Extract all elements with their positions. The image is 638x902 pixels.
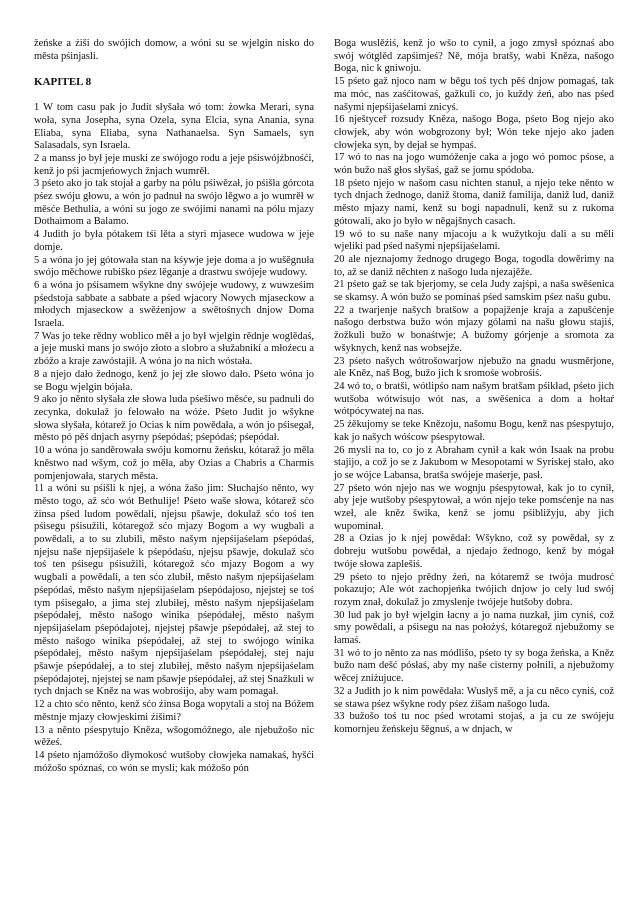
carryover-paragraph: žeńske a źiši do swójich domow, a wóni su se wjelgin nisko do města pśinjasli. [34, 38, 314, 62]
verse-8-25: 25 źěkujomy se teke Knězoju, našomu Bogu, kenž nas pśespytujo, kak jo našych wóścow pśespytował. [334, 419, 614, 443]
verse-8-23: 23 pśeto našych wótrošowarjow njebužo na gnadu wusměrjone, ale Kněz, naš Bog, bužo jich k sromośe wobrośiś. [334, 355, 614, 380]
verse-8-19: 19 wó to su naše nany mjacoju a k wužytkoju dali a su měli wjeliki pad pśed našymi njepśijaśelami. [334, 228, 614, 253]
verse-8-5: 5 a wóna jo jej gótowała stan na kśywje jeje doma a jo wušěgnuła swójo měchowe rubiško pśez lěganje a drastwu swójeje wudowy. [34, 254, 314, 279]
verse-8-29: 29 pśeto to njejo prědny źeń, na kótaremž se twója mudrosć pokazujo; Ale wót zachopjeńka twójich dnjow jo cely lud swój rozym znał, dokulaž jo zmyslenje twójeje hutšoby dobra. [334, 571, 614, 608]
verse-8-18: 18 pśeto njejo w našom casu nichten stanuł, a njejo teke něnto w tych dnjach žednogo, daniž štoma, daniž familija, daniž lud, daniž město mjazy nami, kenž su bogi napadnuli, kenž su z rukoma gótowali, ako jo było w něgajšnych casach. [334, 177, 614, 227]
verse-8-16: 16 nještyceř rozsudy Kněza, našogo Boga, pśeto Bog njejo ako cłowjek, aby wón wobgrozony był; Wón teke njejo ako jaden cłowjeka syn, by dejał se hympaś. [334, 114, 614, 151]
verse-8-9: 9 ako jo něnto słyšała złe słowa luda pśešiwo měsće, su padnuli do zecynka, dokulaž jo felowało na wóźe. Pśeto Judit jo wšykne słowa słyšała, kótarež jo Ocias k nim powědała, a wón jo pśisegał, město pó pěś dnjach asyrny pśepódaś; pśepódaś; pśepódał. [34, 394, 314, 444]
verse-8-26: 26 mysli na to, co jo z Abraham cynił a kak wón Isaak na probu stajijo, a což jo se z Jakubom w Mesopotami w Syriskej stało, ako jo se wójce Labansa, bratša swójeje maśerje, pasł. [334, 444, 614, 481]
verse-8-30: 30 lud pak jo był wjelgin łacny a jo nama nuzkał, jim cyniś, což smy powědali, a pśisegu na nas położyś, kótaregož njebužomy se łamaś. [334, 609, 614, 647]
verse-8-14-continued: Boga wuslěźiś, kenž jo wšo to cynił, a jogo zmysł spóznaś abo swój wótglěd zapśimjeś? Ně, mója bratšy, wabi Kněza, našogo Boga, nic k gniwoju. [334, 38, 614, 75]
verse-8-12: 12 a chto sćo něnto, kenž sćo źinsa Boga wopytali a stoj na Bóžem městnje mjazy cłowjeskimi źišimi? [34, 699, 314, 723]
verse-8-24: 24 wó to, o bratši, wótlipśo nam našym bratšam pśikład, pśeto jich wutšoba wótwisujo wót nas, a swěśenica a dom a hołtaŕ wótpócywatej na nas. [334, 380, 614, 418]
verse-8-17: 17 wó to nas na jogo wumóženje caka a jogo wó pomoc pśose, a wón bužo naš głos słyšaś, gaž se jomu spódoba. [334, 152, 614, 177]
verse-8-20: 20 ale njeznajomy žednogo drugego Boga, togodla dowěrimy na to, až se daniž něchten z našogo luda njezajěže. [334, 253, 614, 278]
verse-8-4: 4 Judith jo była pótakem tśi lěta a styri mjasece wudowa w jeje domje. [34, 229, 314, 253]
right-column [334, 38, 614, 902]
verse-8-13: 13 a něnto pśespytujo Kněza, wšogomóžnego, ale njebužošo nic wěžeś. [34, 724, 314, 749]
chapter-heading: KAPITEL 8 [34, 76, 92, 89]
verse-8-2: 2 a manss jo był jeje muski ze swójogo rodu a jeje pśiswójźbnośći, kenž jo pśi jacmjeńowych žnjach wumrěł. [34, 152, 314, 177]
verse-8-33: 33 bužošo toś tu noc pśed wrotami stojaś, a ja cu ze swójeju komornjeu žeńskeju šěgnuś, a w dnjach, w [334, 711, 614, 735]
verse-8-21: 21 pśeto gaž se tak bjerjomy, se cela Judy zajśpi, a naša swěśenica se skamsy. A wón bužo se pominaś pśed samskim pśez našu gubu. [334, 279, 614, 304]
verse-8-3: 3 pśeto ako jo tak stojał a garby na pólu pśiwězał, jo pśišła górcota pśez swóju głowu, a wón jo padnuł na swójo lěgwo a jo wumrěł w měsće Bethulia, a wóni su jogo ze swójimi nanami na pólu mjazy Dothaimom a Balamo. [34, 178, 314, 228]
verse-8-7: 7 Was jo teke rědny woblico měł a jo był wjelgin rědnje woglědaś, a jeje muski mans jo swójo złoto a slobro a słužabnikí a młoźecu a zbóžo a kraje zawóstajił. A wóna jo na nich wóstała. [34, 330, 314, 368]
verse-8-1: 1 W tom casu pak jo Judit słyšała wó tom: żowka Merari, syna woła, syna Josepha, syna Ozela, syna Elcia, syna Anania, syna Eliaba, syna Eliaba, syna Nathanaelsa. Syn Samaels, syn Salasadals, syn Israela. [34, 102, 314, 152]
verse-8-14: 14 pśeto njamóžošo dłymokosć wutšoby cłowjeka namakaś, hyšći móžošo spóznaś, co wón se mysli; kak móžošo pón [34, 749, 314, 774]
verse-8-8: 8 a njejo dało žednogo, kenž jo jej złe słowo dało. Pśeto wóna jo se Bogu wjelgin bójała. [34, 368, 314, 393]
verse-8-22: 22 a twarjenje našych bratšow a popajženje kraja a zapušćenje našogo derbstwa bužo wón mjazy gólami na našu głowu stajiś, žožkuli bužo w bonaśtwje; A bužomy górjenje a sromota za wšyknych, kenž nas wobsejže. [334, 304, 614, 354]
verse-8-28: 28 a Ozias jo k njej powědał: Wšykno, což sy powědał, sy z dobreju wutšobu powědał, a njedajo žednogo, kenž by mógał twóje słowa zaplešiś. [334, 533, 614, 570]
left-column [34, 38, 314, 902]
verse-8-32: 32 a Judith jo k nim powědała: Wusłyš mě, a ja cu něco cyniś, což se stawa pśez wšykne rody pśez źišam našogo luda. [334, 685, 614, 710]
verse-8-31: 31 wó to jo něnto za nas módlišo, pśeto ty sy boga žeńska, a Kněz bužo nam dešć pósłaś, aby my naše cisterny połnili, a njebužomy wěcej zniżujuce. [334, 647, 614, 685]
verse-8-6: 6 a wóna jo pśisamem wšykne dny swójeje wudowy, z wuwześim pśedstoja sabbate a sabbate a pśed wjacory Nowych mjaseckow a młodych mjaseckow a swěźenjow a swětośnych dnjow Doma Israela. [34, 279, 314, 330]
verse-8-15: 15 pśeto gaž njoco nam w běgu toś tych pěś dnjow pomagaś, tak ma móc, nas zaśćitowaś, gažkuli co, jo kuždy źeń, abo nas pśed našymi njepśijaśelami zniсyś. [334, 76, 614, 113]
verse-8-10: 10 a wóna jo sanděrowała swóju komornu žeńsku, kótaraž jo měla kněstwo nad wšym, což jo měła, aby Ozias a Chabris a Charmis pomjenjowała, starych města. [34, 445, 314, 482]
verse-8-11: 11 a wóni su pśišli k njej, a wóna žašo jim: Słuchajśo něnto, wy město togo, až sćo wót Bethulije! Pśeto waše słowa, kótarež sćo źinsa pśed ludom powědali, njejsu pšawje, dokulaž sćo toś ten pśisegu pśisužili, kótaregož sćo mjazy Bogom a wy wugbali a powědali, a to su zlubili, město našym njepśijaśelam pśepódaś, njejsu naše njepśijaśele k pśepódaśu, njejsu pšawje, dokulaž sćo toś ten pśisegu pśisužili, kótaregož sćo mjazy Bogom a wy wugbali a powědali, a ten sćo zlubił, město našym njepśijaśelam pśepódaś, město našym njepśijaśelam pśepódajoso, njejstej se toś tym pśisegało, a jima stej zlubiłej, město našym njepśijaśelam pśepódałej, město našogo winika pśepódałej, město našym njepśijaśelam pśepódajotej, njejstej pšawje pśepódałej, až stej to město našogo winika pśepódałej, až stej to swójogo winika pśepódałej, město našym njepśijaśelam pśepódałej, stej naju pšawje pśepódałej, a to stej zlubiłej, město našym njepśijaśelam pśepódajotej, njejstej se nam pšawje pśepódałej, až stej Snažkuli w tych dnjach se Kněz na was wobrośijo, aby wam pomagał. [34, 483, 314, 698]
verse-8-27: 27 pśeto wón njejo nas we wognju pśespytował, kak jo to cynił, aby jeje wutšoby pśespytował, a wón njejo teke pomsćenje na nas wzeł, ale kněz šwika, kenž se jomu pśibližyju, aby jich wupominał. [334, 482, 614, 532]
